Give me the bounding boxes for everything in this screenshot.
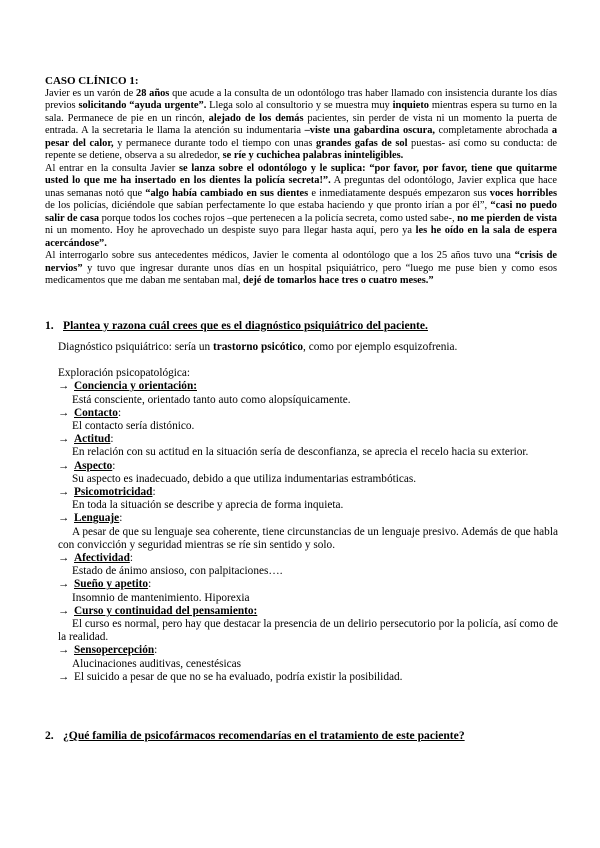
bold-run: a pesar del calor, <box>45 125 558 149</box>
exploration-title: Exploración psicopatológica: <box>58 367 191 380</box>
text-run: puestas- así como su conducta: de repente se detiene, observa a su alrededor, <box>45 137 557 161</box>
exploration-item-label: Lenguaje <box>74 512 120 525</box>
bold-run: no me pierden de vista <box>457 212 558 224</box>
arrow-icon: → <box>58 670 70 683</box>
exploration-item-heading <box>58 605 558 618</box>
exploration-item-text: En relación con su actitud en la situación sería de desconfianza, se aprecia el recelo hacia su exterior. <box>72 446 529 459</box>
text-run: porque todos los coches rojos –que pertenecen a la policía secreta, como usted sabe-, <box>99 212 458 224</box>
diagnosis-prefix: Diagnóstico psiquiátrico: sería un <box>58 341 213 353</box>
final-line <box>58 671 558 684</box>
arrow-icon: → <box>58 433 70 446</box>
final-text: El suicido a pesar de que no se ha evaluado, podría existir la posibilidad. <box>74 670 403 683</box>
label-colon: : <box>119 512 123 525</box>
arrow-icon: → <box>58 512 70 525</box>
exploration-item-heading <box>58 578 558 591</box>
arrow-icon: → <box>58 644 70 657</box>
exploration-item-label: Aspecto <box>74 459 113 472</box>
exploration-item-heading <box>58 486 558 499</box>
exploration-item-label: Conciencia y orientación: <box>74 380 197 393</box>
arrow-icon: → <box>58 604 70 617</box>
bold-run: se ríe y cuchichea palabras ininteligibles. <box>222 150 404 161</box>
exploration-item-label: Sensopercepción <box>74 644 155 657</box>
case-paragraph-1 <box>45 88 557 163</box>
exploration-item-text: Está consciente, orientado tanto auto como alopsíquicamente. <box>72 393 351 406</box>
exploration-item-heading <box>58 460 558 473</box>
arrow-icon: → <box>58 380 70 393</box>
arrow-icon: → <box>58 486 70 499</box>
text-run: y permanece durante todo el tiempo con unas <box>113 137 316 149</box>
case-paragraph-3 <box>45 250 557 288</box>
bold-run: grandes gafas de sol <box>315 137 408 149</box>
bold-run: alejado de los demás <box>208 112 304 124</box>
exploration-item-heading <box>58 552 558 565</box>
question-2-number: 2. <box>45 729 54 742</box>
text-run: Al entrar en la consulta Javier <box>45 162 179 174</box>
text-run: Javier es un varón de <box>45 87 136 99</box>
text-run: mientras espera su turno en la sala. Permanece de pie en un rincón, <box>45 100 557 124</box>
label-colon: : <box>154 644 158 657</box>
text-run: de los policías, diciéndole que sabían perfectamente lo que estaba haciendo y que pronto irían a por él”, <box>45 200 491 211</box>
diagnosis-line <box>58 341 558 354</box>
exploration-item-text: Alucinaciones auditivas, cenestésicas <box>72 657 242 670</box>
exploration-item-label: Psicomotricidad <box>74 486 153 499</box>
bold-run: dejé de tomarlos hace tres o cuatro meses.” <box>242 275 434 286</box>
exploration-item-text: Estado de ánimo ansioso, con palpitaciones…. <box>72 565 283 578</box>
question-2-text: ¿Qué familia de psicofármacos recomendarías en el tratamiento de este paciente? <box>63 729 465 742</box>
exploration-item-heading <box>58 433 558 446</box>
arrow-icon: → <box>58 578 70 591</box>
question-1-number: 1. <box>45 319 54 332</box>
bold-run: “casi no puedo salir de casa <box>45 200 558 224</box>
case-paragraph-2 <box>45 163 557 251</box>
text-run: Llega solo al consultorio y se muestra muy <box>206 100 393 111</box>
exploration-item-text: En toda la situación se describe y aprecia de forma inquieta. <box>72 499 344 512</box>
exploration-item-text: Su aspecto es inadecuado, debido a que utiliza indumentarias estrambóticas. <box>72 472 417 485</box>
exploration-item-label: Curso y continuidad del pensamiento: <box>74 604 258 617</box>
answer-1 <box>58 341 558 684</box>
diagnosis-bold: trastorno psicótico <box>213 341 304 353</box>
text-run: que acude a la consulta de un odontólogo tras haber llamado con insistencia durante los días previos <box>45 87 558 111</box>
arrow-icon: → <box>58 552 70 565</box>
exploration-item-heading <box>58 512 558 525</box>
exploration-item-text: A pesar de que su lenguaje sea coherente, tiene circunstancias de un lenguaje presivo. Además de que habla con convicción y seguridad mientras se ríe sin sentido y solo. <box>58 525 558 551</box>
text-run: pacientes, sin perder de vista ni un momento la puerta de entrada. A la secretaria le llama la atención su indumentaria <box>45 112 557 136</box>
bold-run: 28 años <box>136 87 170 99</box>
exploration-item-label: Sueño y apetito <box>74 578 149 591</box>
label-colon: : <box>110 433 114 446</box>
bold-run: voces horribles <box>489 187 557 199</box>
label-colon: : <box>152 486 156 499</box>
exploration-item-text: El curso es normal, pero hay que destacar la presencia de un delirio persecutorio por la policía, así como de la realidad. <box>58 618 558 644</box>
exploration-item-heading <box>58 380 558 393</box>
question-1-text: Plantea y razona cuál crees que es el diagnóstico psiquiátrico del paciente. <box>63 319 428 332</box>
exploration-item-heading <box>58 644 558 657</box>
label-colon: : <box>112 459 116 472</box>
exploration-item-text: El contacto sería distónico. <box>72 420 195 433</box>
exploration-item-label: Afectividad <box>74 552 130 565</box>
text-run: e inmediatamente después empezaron sus <box>308 187 490 199</box>
label-colon: : <box>117 406 122 419</box>
bold-run: les he oído en la sala de espera acercándose”. <box>45 225 557 249</box>
exploration-item-label: Actitud <box>74 433 111 446</box>
bold-run: –viste una gabardina oscura, <box>304 125 436 136</box>
label-colon: : <box>148 578 152 591</box>
question-1 <box>45 319 428 333</box>
exploration-item-heading <box>58 407 558 420</box>
bold-run: se lanza sobre el odontólogo y le suplica: “por favor, por favor, tiene que quitarme usted lo que me ha insertado en los dientes la policía secreta!”. <box>45 162 557 186</box>
exploration-list <box>58 380 558 670</box>
text-run: ni un momento. Hoy he aprovechado un despiste suyo para llegar hasta aquí, pero ya <box>45 225 416 236</box>
bold-run: “crisis de nervios” <box>45 250 557 274</box>
label-colon: : <box>129 552 133 565</box>
question-2 <box>45 729 465 743</box>
text-run: A preguntas del odontólogo, Javier explica que hace unas semanas notó que <box>45 175 557 199</box>
exploration-item-text: Insomnio de mantenimiento. Hiporexia <box>72 591 250 604</box>
bold-run: inquieto <box>392 100 429 111</box>
text-run: Al interrogarlo sobre sus antecedentes médicos, Javier le comenta al odontólogo que a los 25 años tuvo una <box>45 250 515 261</box>
diagnosis-suffix: , como por ejemplo esquizofrenia. <box>303 341 458 353</box>
bold-run: solicitando “ayuda urgente”. <box>78 100 207 111</box>
bold-run: “algo había cambiado en sus dientes <box>145 187 309 199</box>
arrow-icon: → <box>58 459 70 472</box>
arrow-icon: → <box>58 406 70 419</box>
case-title: CASO CLÍNICO 1: <box>45 75 139 87</box>
text-run: completamente abrochada <box>435 125 552 136</box>
text-run: y tuvo que ingresar durante unos días en un hospital psiquiátrico, pero “luego me puse bien y como esos medicamentos que me daban me sentaban mal, <box>45 262 557 286</box>
exploration-item-label: Contacto <box>74 406 118 419</box>
clinical-case <box>45 75 557 288</box>
